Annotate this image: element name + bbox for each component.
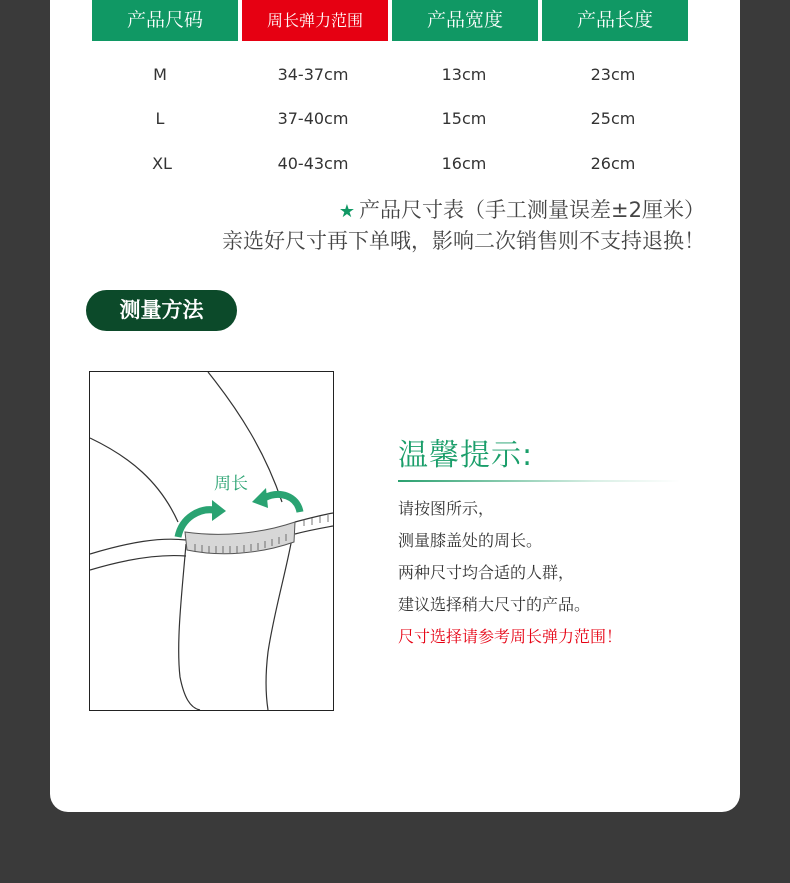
tips-title: 温馨提示: bbox=[398, 438, 534, 473]
table-caption-text: 产品尺寸表（手工测量误差±2厘米） bbox=[359, 198, 705, 222]
cell-circumference: 40-43cm bbox=[277, 154, 349, 173]
table-row bbox=[92, 60, 690, 90]
tip-line: 两种尺寸均合适的人群， bbox=[398, 563, 575, 582]
star-icon: ★ bbox=[338, 201, 356, 222]
measure-section-title: 测量方法 bbox=[86, 290, 237, 331]
circumference-label: 周长 bbox=[214, 474, 248, 494]
header-length: 产品长度 bbox=[542, 0, 688, 41]
header-size: 产品尺码 bbox=[92, 0, 238, 41]
cell-width: 15cm bbox=[441, 109, 487, 128]
cell-width: 16cm bbox=[441, 154, 487, 173]
knee-measurement-diagram bbox=[89, 371, 334, 711]
table-row bbox=[92, 104, 690, 134]
table-row bbox=[92, 149, 690, 179]
header-circumference: 周长弹力范围 bbox=[242, 0, 388, 41]
header-width: 产品宽度 bbox=[392, 0, 538, 41]
cell-width: 13cm bbox=[441, 65, 487, 84]
arrow-left-icon bbox=[212, 500, 226, 521]
cell-circumference: 34-37cm bbox=[277, 65, 349, 84]
return-warning: 亲选好尺寸再下单哦，影响二次销售则不支持退换！ bbox=[222, 229, 705, 253]
tip-line-highlight: 尺寸选择请参考周长弹力范围！ bbox=[398, 627, 623, 646]
cell-size: M bbox=[153, 65, 167, 84]
cell-size: XL bbox=[152, 154, 172, 173]
cell-length: 23cm bbox=[590, 65, 636, 84]
tip-line: 建议选择稍大尺寸的产品。 bbox=[398, 595, 591, 614]
tip-line: 请按图所示， bbox=[398, 499, 495, 518]
tips-divider bbox=[398, 480, 680, 482]
size-table-header bbox=[92, 0, 690, 41]
cell-size: L bbox=[155, 109, 165, 128]
table-caption bbox=[0, 194, 705, 224]
cell-length: 25cm bbox=[590, 109, 636, 128]
arrow-right-icon bbox=[252, 488, 268, 508]
knee-illustration bbox=[90, 372, 333, 710]
tip-line: 测量膝盖处的周长。 bbox=[398, 531, 543, 550]
cell-length: 26cm bbox=[590, 154, 636, 173]
cell-circumference: 37-40cm bbox=[277, 109, 349, 128]
